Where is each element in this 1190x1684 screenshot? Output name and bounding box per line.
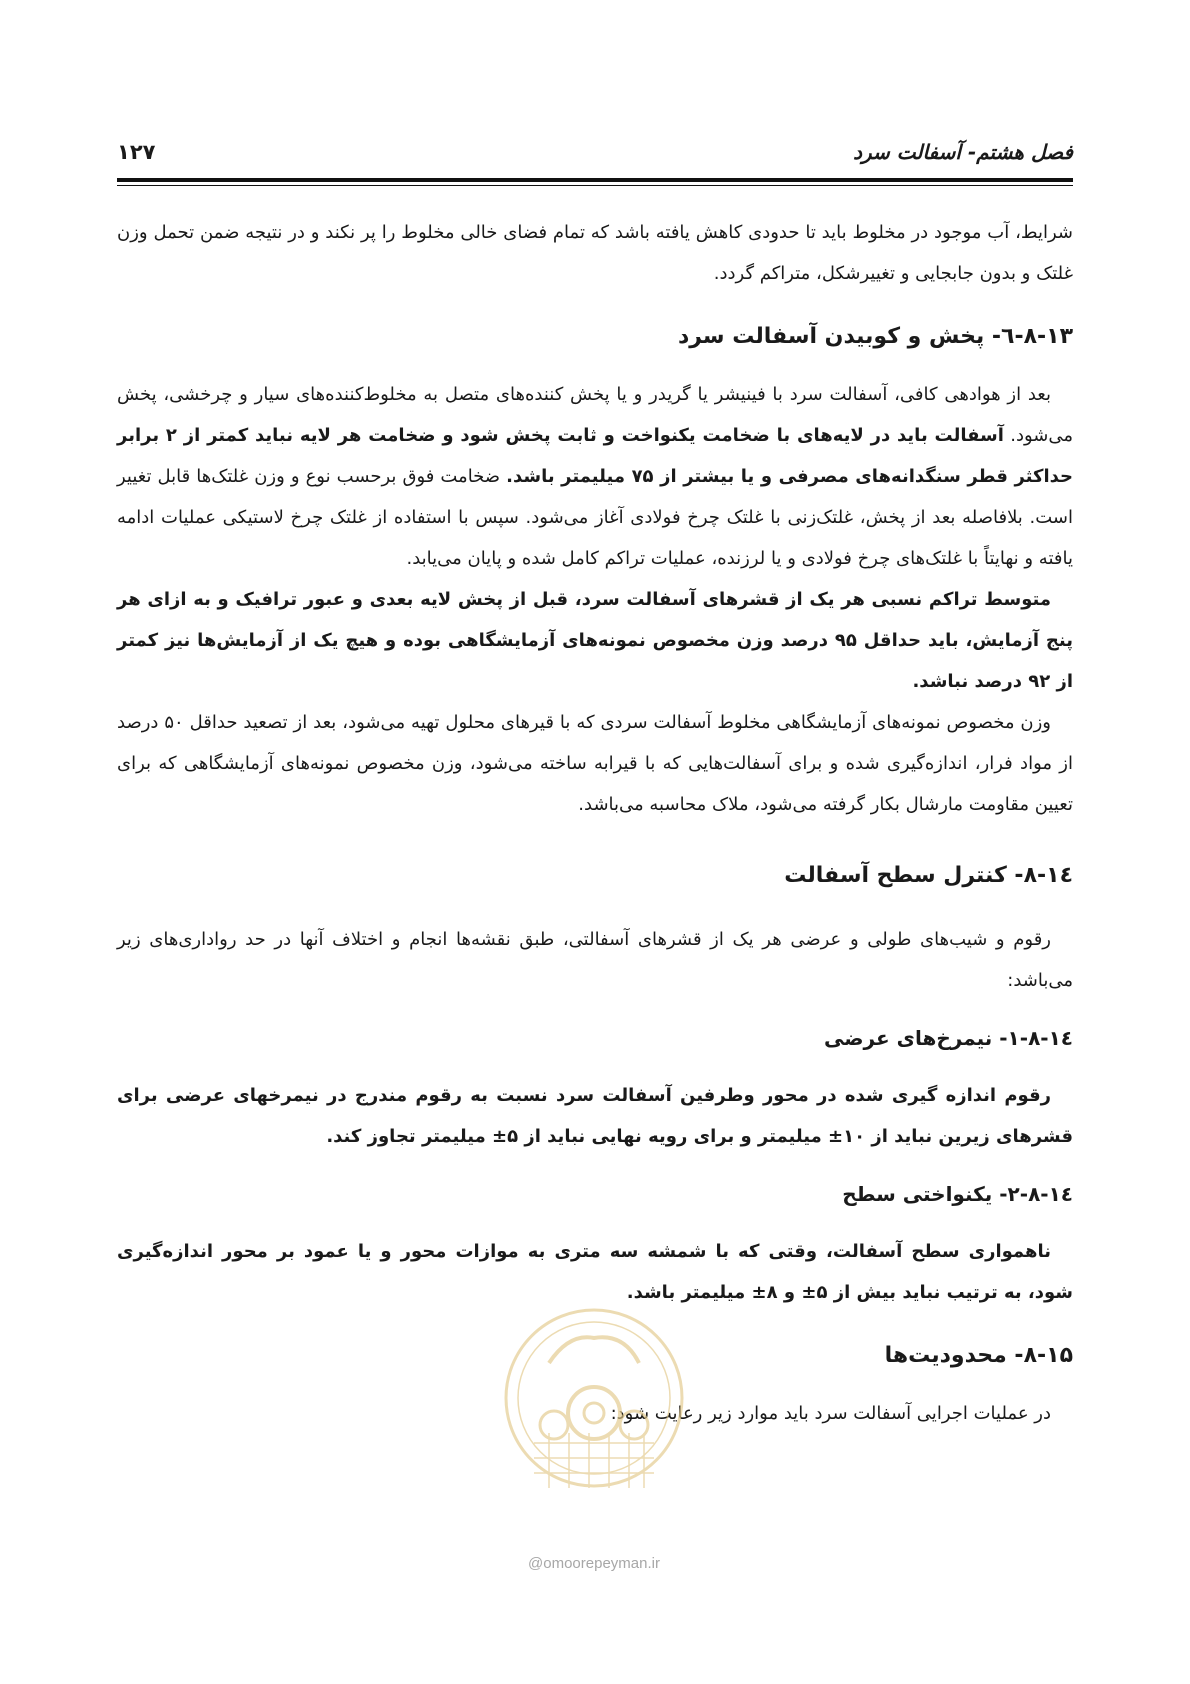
section-heading: ۸-۱۳-٦- پخش و کوبیدن آسفالت سرد [677,324,1073,349]
paragraph: وزن مخصوص نمونه‌های آزمایشگاهی مخلوط آسفالت سردی که با قیرهای محلول تهیه می‌شود، بعد از تصعید حداقل ۵۰ درصد از مواد فرار، اندازه‌گیری شده و برای آسفالت‌هایی که با قیرابه ساخته می‌شود، وزن مخصوص نمونه‌های آزمایشگاهی که برای تعیین مقاومت مارشال بکار گرفته می‌شود، ملاک محاسبه می‌باشد. [117,712,1073,815]
paragraph: شرایط، آب موجود در مخلوط باید تا حدودی کاهش یافته باشد که تمام فضای خالی مخلوط را پر نکند و در نتیجه ضمن تحمل وزن غلتک و بدون جابجایی و تغییرشکل، متراکم گردد. [117,222,1073,284]
section-heading: ۸-۱۵- محدودیت‌ها [884,1343,1073,1368]
page-header [117,140,1073,180]
header-rule-thin [117,185,1073,186]
page-number: ۱۲۷ [117,140,156,164]
bold-paragraph: متوسط تراکم نسبی هر یک از قشرهای آسفالت سرد، قبل از پخش لایه بعدی و عبور ترافیک و به ازای هر پنج آزمایش، باید حداقل ۹۵ درصد وزن مخصوص نمونه‌های آزمایشگاهی بوده و هیچ یک از آزمایش‌ها نیز کمتر از ۹۲ درصد نباشد. [117,589,1073,692]
section-heading: ۸-۱٤- کنترل سطح آسفالت [784,863,1073,888]
subsection-heading: ۸-۱٤-۲- یکنواختی سطح [842,1182,1073,1206]
chapter-title: فصل هشتم- آسفالت سرد [853,140,1073,164]
paragraph: در عملیات اجرایی آسفالت سرد باید موارد زیر رعایت شود: [610,1403,1051,1424]
header-rule-thick [117,178,1073,182]
subsection-heading: ۸-۱٤-۱- نیمرخ‌های عرضی [824,1026,1073,1050]
paragraph-text: ضخامت فوق برحسب نوع و وزن غلتک‌ها قابل تغییر است. بلافاصله بعد از پخش، غلتک‌زنی با غلتک چرخ فولادی آغاز می‌شود. سپس با استفاده از غلتک چرخ لاستیکی عملیات ادامه یافته و نهایتاً با غلتک‌های چرخ فولادی و یا لرزنده، عملیات تراکم کامل شده و پایان می‌یابد. [117,466,1073,569]
bold-paragraph: رقوم اندازه گیری شده در محور وطرفین آسفالت سرد نسبت به رقوم مندرج در نیمرخهای عرضی برای قشرهای زیرین نباید از ۱۰± میلیمتر و برای رویه نهایی نباید از ۵± میلیمتر تجاوز کند. [117,1085,1073,1147]
paragraph: رقوم و شیب‌های طولی و عرضی هر یک از قشرهای آسفالتی، طبق نقشه‌ها انجام و اختلاف آنها در حد رواداری‌های زیر می‌باشد: [117,929,1073,991]
body-content [117,212,1073,1434]
paragraph-text: بعد از هوادهی کافی، آسفالت سرد با فینیشر یا گریدر و یا پخش کننده‌های متصل به مخلوط‌کننده‌های سیار و چرخشی، پخش می‌شود. [117,384,1073,446]
paragraph [117,374,1073,579]
watermark-url: @omoorepeyman.ir [528,1555,660,1572]
bold-paragraph: ناهمواری سطح آسفالت، وقتی که با شمشه سه متری به موازات محور و یا عمود بر محور اندازه‌گیری شود، به ترتیب نباید بیش از ۵± و ۸± میلیمتر باشد. [117,1241,1073,1303]
bold-text: آسفالت باید در لایه‌های با ضخامت یکنواخت و ثابت پخش شود و ضخامت هر لایه نباید کمتر از ۲ برابر حداکثر قطر سنگدانه‌های مصرفی و یا بیشتر از ۷۵ میلیمتر باشد. [117,425,1074,487]
